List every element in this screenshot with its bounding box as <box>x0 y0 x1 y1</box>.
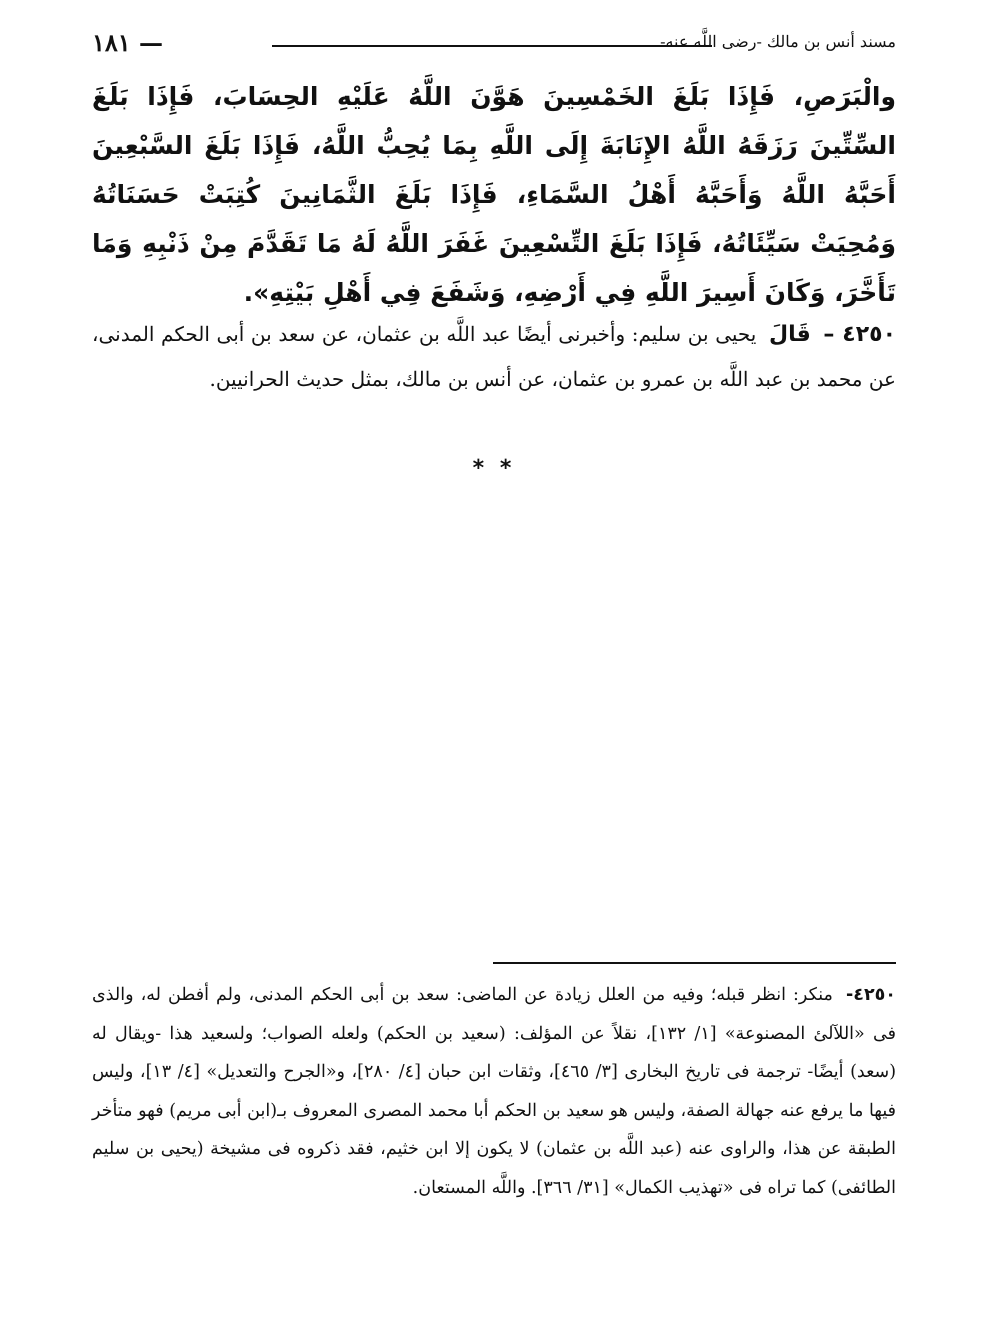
footnote <box>92 976 896 1207</box>
footnote-number: ٤٢٥٠- <box>846 985 896 1005</box>
header-rule <box>272 45 712 47</box>
hadith-number: ٤٢٥٠ – <box>823 322 896 347</box>
narration-qala: قَالَ <box>768 322 811 347</box>
hadith-text: والْبَرَصِ، فَإِذَا بَلَغَ الخَمْسِينَ هَوَّنَ اللَّهُ عَلَيْهِ الحِسَابَ، فَإِذَا بَلَغَ السِّتِّينَ رَزَقَهُ اللَّهُ الإِنَابَةَ إِلَى اللَّهِ بِمَا يُحِبُّ اللَّهُ، فَإِذَا بَلَغَ السَّبْعِينَ أَحَبَّهُ اللَّهُ وَأَحَبَّهُ أَهْلُ السَّمَاءِ، فَإِذَا بَلَغَ الثَّمَانِينَ كُتِبَتْ حَسَنَاتُهُ وَمُحِيَتْ سَيِّئَاتُهُ، فَإِذَا بَلَغَ التِّسْعِينَ غَفَرَ اللَّهُ لَهُ مَا تَقَدَّمَ مِنْ ذَنْبِهِ وَمَا تَأَخَّرَ، وَكَانَ أَسِيرَ اللَّهِ فِي أَرْضِهِ، وَشَفَعَ فِي أَهْلِ بَيْتِهِ». <box>92 82 896 307</box>
running-header <box>92 28 896 64</box>
footnote-text: منكر: انظر قبله؛ وفيه من العلل زيادة عن الماضى: سعد بن أبى الحكم المدنى، ولم أفطن له، والذى فى «اللآلئ المصنوعة» [١/ ١٣٢]، نقلاً عن المؤلف: (سعيد بن الحكم) ولعله الصواب؛ ولسعيد هذا -ويقال له (سعد) أيضًا- ترجمة فى تاريخ البخارى [٣/ ٤٦٥]، وثقات ابن حبان [٤/ ٢٨٠]، و«الجرح والتعديل» [٤/ ١٣]، وليس فيها ما يرفع عنه جهالة الصفة، وليس هو سعيد بن الحكم أبا محمد المصرى المعروف بـ(ابن أبى مريم) فهو متأخر الطبقة عن هذا، والراوى عنه (عبد اللَّه بن عثمان) لا يكون إلا ابن خثيم، فقد ذكروه فى مشيخة (يحيى بن سليم الطائفى) كما تراه فى «تهذيب الكمال» [٣١/ ٣٦٦]. واللَّه المستعان. <box>92 985 897 1198</box>
running-title: مسند أنس بن مالك -رضى اللَّه عنه- <box>660 32 896 51</box>
narration-paragraph <box>92 312 896 402</box>
section-separator: * * <box>472 456 516 481</box>
narration-text: يحيى بن سليم: وأخبرنى أيضًا عبد اللَّه بن عثمان، عن سعد بن أبى الحكم المدنى، عن محمد بن عبد اللَّه بن عمرو بن عثمان، عن أنس بن مالك، بمثل حديث الحرانيين. <box>92 322 896 391</box>
page-number: ١٨١ — <box>92 28 164 57</box>
footnote-rule <box>493 962 896 964</box>
